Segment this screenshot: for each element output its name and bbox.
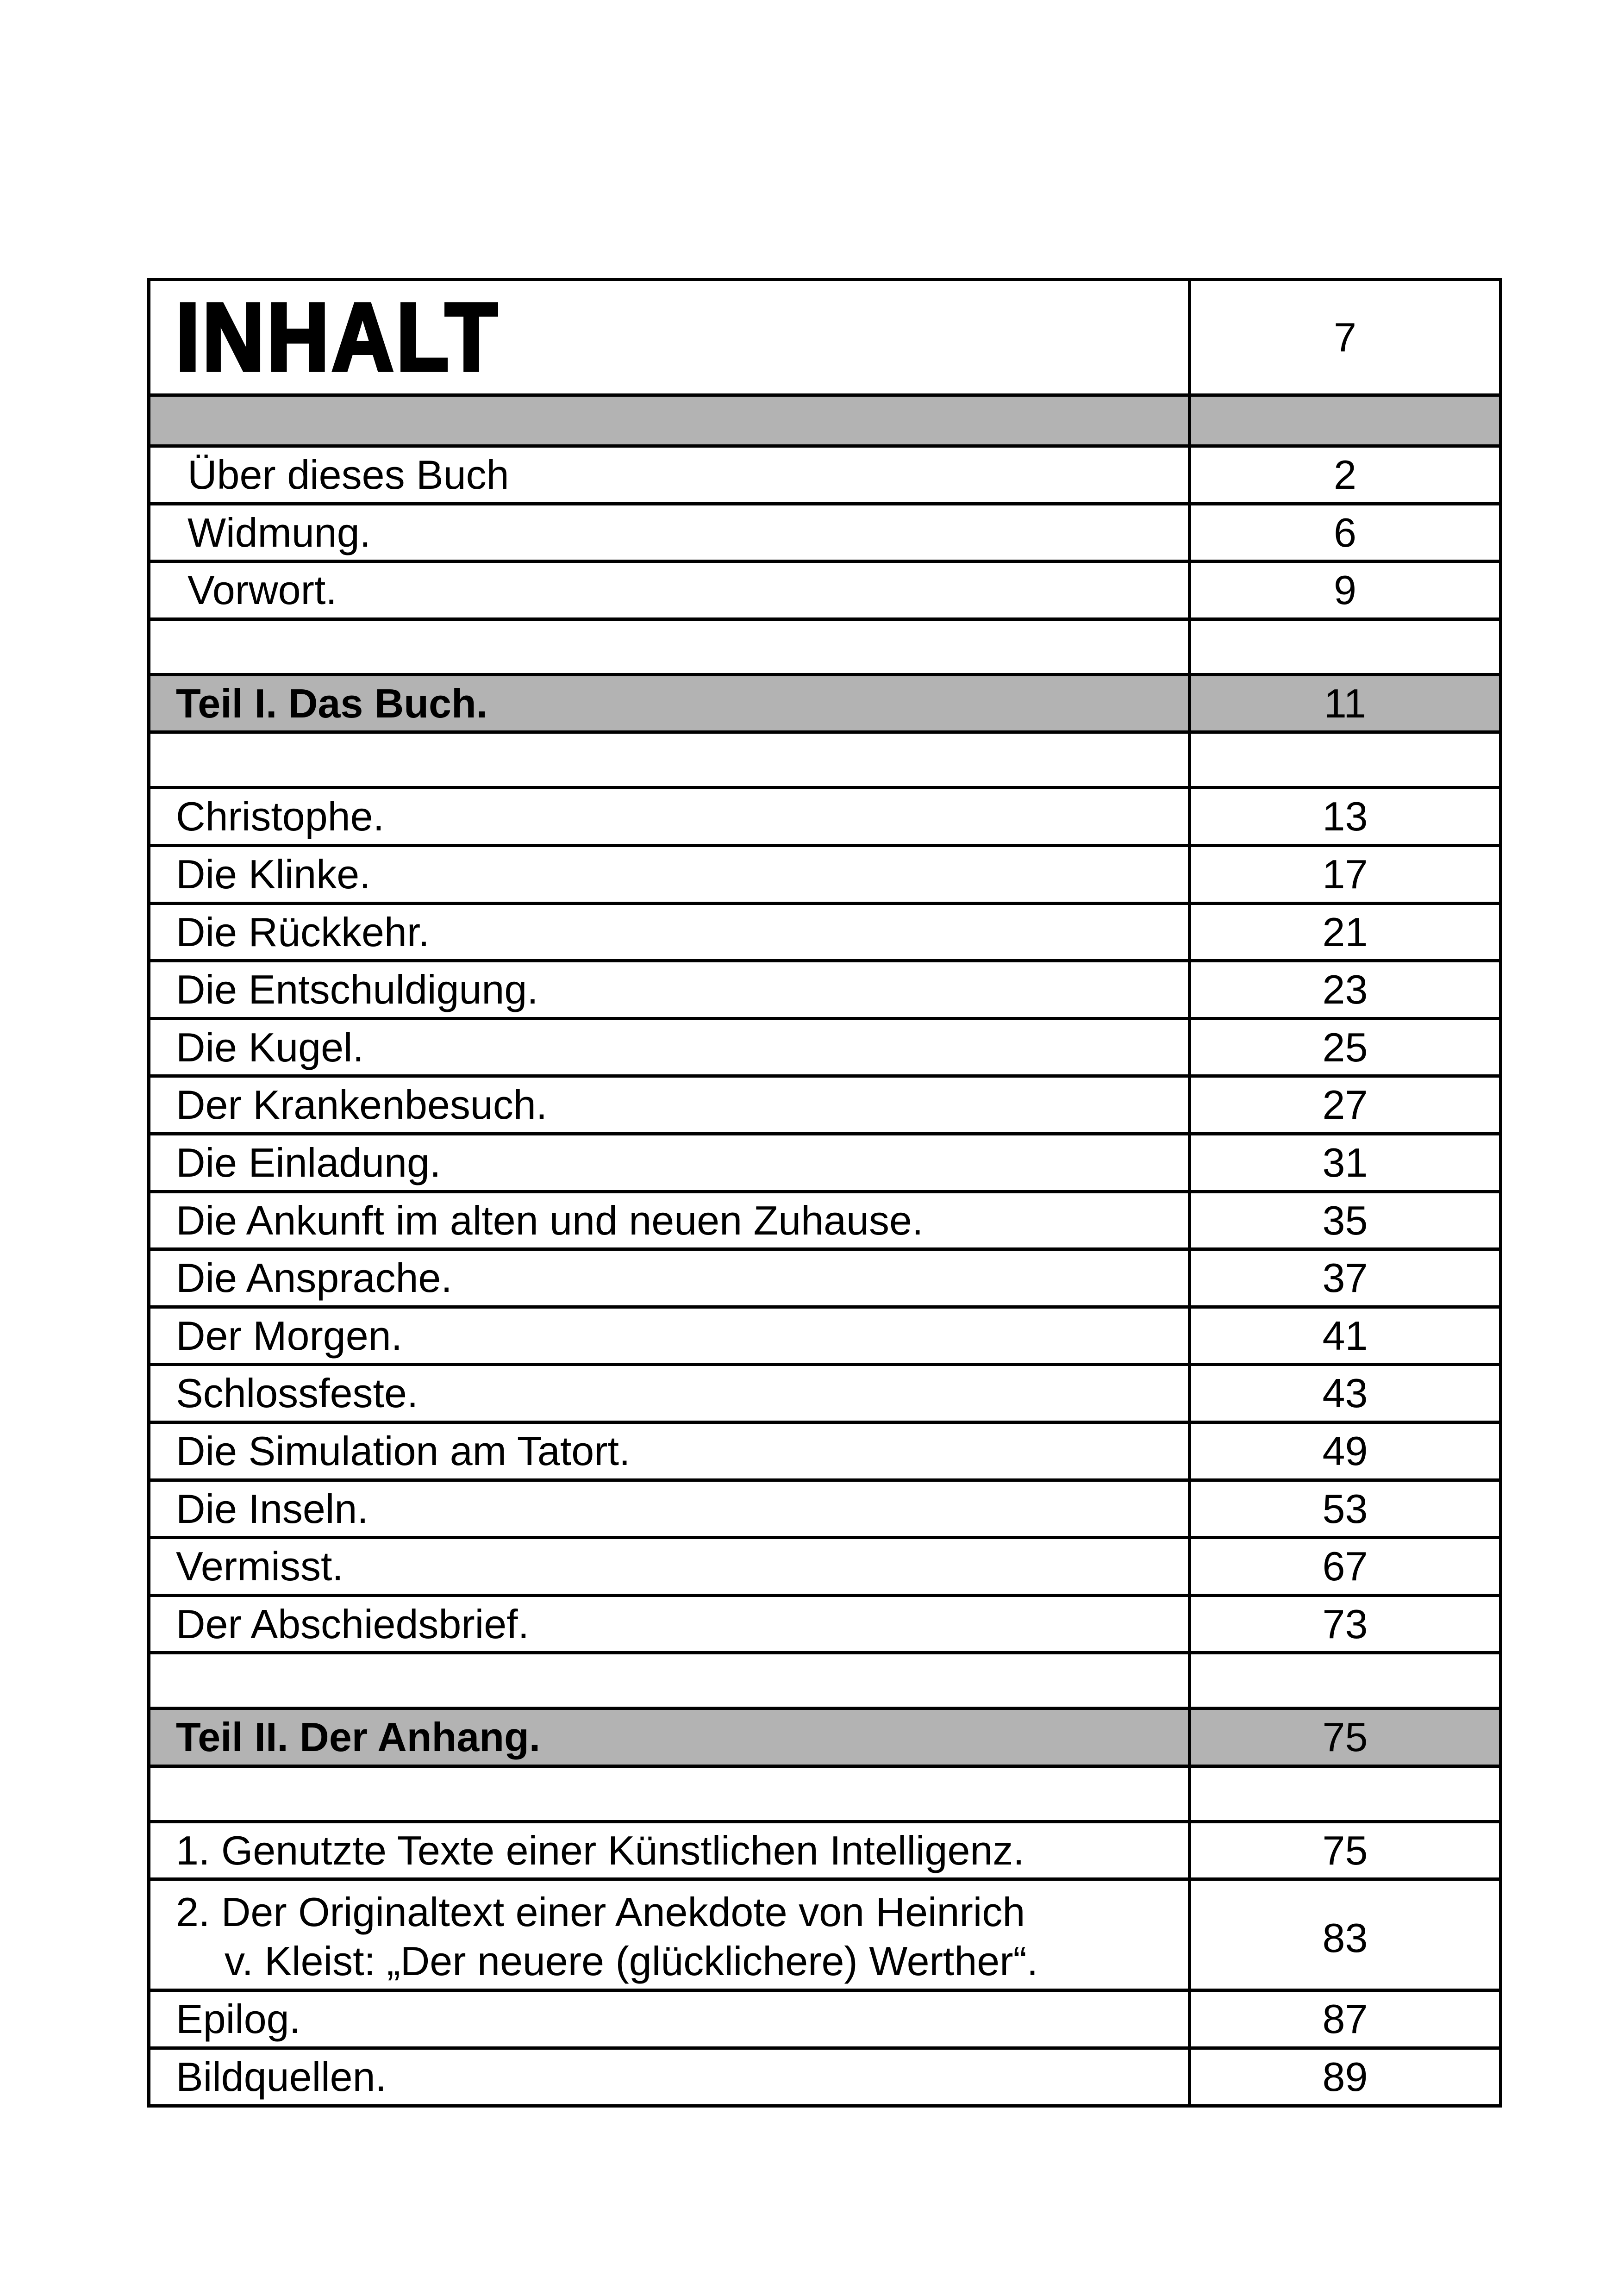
toc-entry-title: Die Inseln. bbox=[149, 1480, 1190, 1538]
empty-cell bbox=[1190, 395, 1501, 446]
toc-entry-page: 41 bbox=[1190, 1307, 1501, 1365]
empty-cell bbox=[1190, 619, 1501, 674]
toc-entry-title: Vorwort. bbox=[149, 561, 1190, 619]
toc-title: INHALT bbox=[176, 284, 500, 391]
toc-entry-title: Die Rückkehr. bbox=[149, 903, 1190, 961]
toc-entry-title: Die Kugel. bbox=[149, 1018, 1190, 1076]
toc-entry-page: 9 bbox=[1190, 561, 1501, 619]
toc-row bbox=[149, 504, 1501, 561]
toc-entry-page: 75 bbox=[1190, 1821, 1501, 1879]
toc-row bbox=[149, 1018, 1501, 1076]
section-title: Teil II. Der Anhang. bbox=[149, 1709, 1190, 1766]
toc-entry-page: 89 bbox=[1190, 2048, 1501, 2106]
toc-entry-title: Vermisst. bbox=[149, 1538, 1190, 1596]
empty-cell bbox=[149, 395, 1190, 446]
toc-entry-page: 6 bbox=[1190, 504, 1501, 561]
toc-row bbox=[149, 1249, 1501, 1307]
toc-row bbox=[149, 446, 1501, 504]
table-of-contents bbox=[147, 278, 1502, 2108]
toc-entry-page: 31 bbox=[1190, 1134, 1501, 1191]
toc-entry-page: 27 bbox=[1190, 1076, 1501, 1134]
toc-entry-page: 49 bbox=[1190, 1422, 1501, 1480]
toc-entry-page: 87 bbox=[1190, 1990, 1501, 2048]
toc-entry-page: 43 bbox=[1190, 1365, 1501, 1422]
section-page: 75 bbox=[1190, 1709, 1501, 1766]
section-row-part1 bbox=[149, 674, 1501, 732]
empty-cell bbox=[1190, 1653, 1501, 1709]
separator-row bbox=[149, 395, 1501, 446]
toc-row bbox=[149, 961, 1501, 1019]
toc-row bbox=[149, 845, 1501, 903]
section-title: Teil I. Das Buch. bbox=[149, 674, 1190, 732]
toc-entry-page: 83 bbox=[1190, 1879, 1501, 1990]
toc-entry-title: 1. Genutzte Texte einer Künstlichen Intelligenz. bbox=[149, 1821, 1190, 1879]
toc-row bbox=[149, 1538, 1501, 1596]
toc-page-number: 7 bbox=[1190, 280, 1501, 395]
toc-entry-title: Die Einladung. bbox=[149, 1134, 1190, 1191]
section-row-part2 bbox=[149, 1709, 1501, 1766]
toc-entry-title-line2: v. Kleist: „Der neuere (glücklichere) Werther“. bbox=[225, 1938, 1038, 1984]
blank-row bbox=[149, 1766, 1501, 1821]
toc-entry-page: 17 bbox=[1190, 845, 1501, 903]
toc-header-row bbox=[149, 280, 1501, 395]
blank-row bbox=[149, 1653, 1501, 1709]
toc-row bbox=[149, 2048, 1501, 2106]
toc-entry-title: Widmung. bbox=[149, 504, 1190, 561]
empty-cell bbox=[149, 1766, 1190, 1821]
toc-row bbox=[149, 1480, 1501, 1538]
toc-row bbox=[149, 1134, 1501, 1191]
toc-entry-title: Der Abschiedsbrief. bbox=[149, 1595, 1190, 1653]
blank-row bbox=[149, 732, 1501, 788]
toc-row bbox=[149, 1821, 1501, 1879]
toc-row bbox=[149, 788, 1501, 846]
toc-entry-title: Die Ansprache. bbox=[149, 1249, 1190, 1307]
toc-entry-title: Epilog. bbox=[149, 1990, 1190, 2048]
toc-entry-page: 35 bbox=[1190, 1191, 1501, 1249]
toc-row bbox=[149, 1595, 1501, 1653]
toc-entry-title: Die Entschuldigung. bbox=[149, 961, 1190, 1019]
toc-entry-page: 21 bbox=[1190, 903, 1501, 961]
toc-entry-title: Der Morgen. bbox=[149, 1307, 1190, 1365]
toc-entry-title bbox=[149, 1879, 1190, 1990]
toc-entry-title: Schlossfeste. bbox=[149, 1365, 1190, 1422]
toc-row bbox=[149, 1422, 1501, 1480]
toc-entry-page: 23 bbox=[1190, 961, 1501, 1019]
toc-row bbox=[149, 1076, 1501, 1134]
toc-row bbox=[149, 1191, 1501, 1249]
toc-entry-page: 25 bbox=[1190, 1018, 1501, 1076]
toc-entry-page: 73 bbox=[1190, 1595, 1501, 1653]
toc-entry-page: 67 bbox=[1190, 1538, 1501, 1596]
empty-cell bbox=[1190, 732, 1501, 788]
toc-entry-title: Die Klinke. bbox=[149, 845, 1190, 903]
toc-title-cell bbox=[149, 280, 1190, 395]
toc-row bbox=[149, 561, 1501, 619]
section-page: 11 bbox=[1190, 674, 1501, 732]
empty-cell bbox=[149, 1653, 1190, 1709]
toc-entry-title: Über dieses Buch bbox=[149, 446, 1190, 504]
toc-entry-page: 37 bbox=[1190, 1249, 1501, 1307]
toc-entry-page: 2 bbox=[1190, 446, 1501, 504]
toc-row bbox=[149, 1990, 1501, 2048]
toc-entry-title: Christophe. bbox=[149, 788, 1190, 846]
toc-entry-title: Der Krankenbesuch. bbox=[149, 1076, 1190, 1134]
toc-entry-page: 53 bbox=[1190, 1480, 1501, 1538]
toc-row bbox=[149, 1307, 1501, 1365]
empty-cell bbox=[149, 619, 1190, 674]
toc-entry-title: Bildquellen. bbox=[149, 2048, 1190, 2106]
blank-row bbox=[149, 619, 1501, 674]
toc-row bbox=[149, 1365, 1501, 1422]
toc-row bbox=[149, 1879, 1501, 1990]
empty-cell bbox=[149, 732, 1190, 788]
toc-row bbox=[149, 903, 1501, 961]
empty-cell bbox=[1190, 1766, 1501, 1821]
toc-entry-title-line1: 2. Der Originaltext einer Anekdote von Heinrich bbox=[176, 1889, 1025, 1935]
toc-entry-title: Die Ankunft im alten und neuen Zuhause. bbox=[149, 1191, 1190, 1249]
toc-entry-page: 13 bbox=[1190, 788, 1501, 846]
toc-entry-title: Die Simulation am Tatort. bbox=[149, 1422, 1190, 1480]
